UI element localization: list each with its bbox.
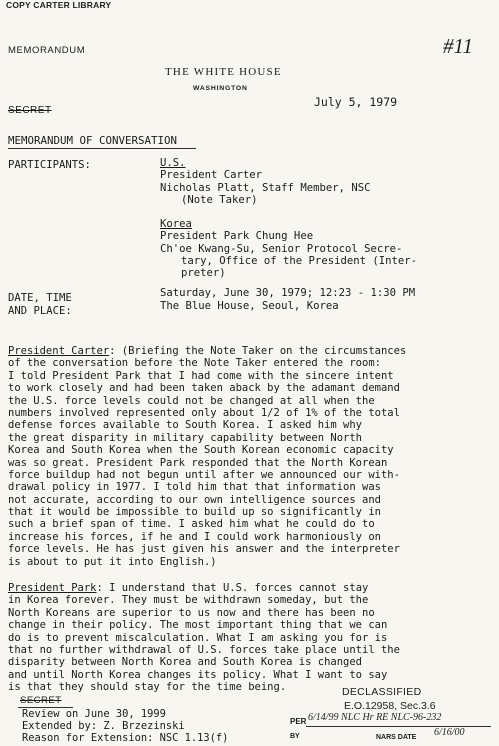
document-type-label: MEMORANDUM: [8, 45, 86, 56]
korea-participant: President Park Chung Hee: [160, 230, 314, 242]
declassified-per-handwriting: 6/14/99 NLC Hr RE NLC-96-232: [308, 712, 442, 723]
declassified-stamp-eo: E.O.12958, Sec.3.6: [344, 700, 436, 712]
review-line: Review on June 30, 1999: [22, 708, 166, 720]
declassified-nars-label: NARS DATE: [376, 734, 417, 741]
us-participant: President Carter: [160, 169, 263, 181]
park-line: in Korea forever. They must be withdrawn someday, but the: [8, 594, 369, 607]
park-line: that no further withdrawal of U.S. forces take place until the: [8, 643, 400, 656]
carter-line: not accurate, according to our own intelligence sources and: [8, 493, 381, 506]
carter-line: defense forces available to South Korea. I asked him why: [8, 419, 363, 432]
carter-line: drawal policy in 1977. I told him that that information was: [8, 481, 381, 494]
carter-line: to work closely and had been taken aback by the adamant demand: [8, 382, 400, 395]
park-line: and until North Korea changes its policy. What I want to say: [8, 668, 388, 681]
declassified-by-label: BY: [290, 733, 300, 740]
carter-line: force buildup had not begun until after we announced our with-: [8, 468, 400, 481]
carter-line: : (Briefing the Note Taker on the circumstances: [109, 345, 407, 357]
carter-line: is about to put it into English.): [8, 555, 217, 568]
handwritten-number: #11: [443, 34, 473, 58]
carter-speaker-name: President Carter: [8, 345, 110, 357]
us-participant: (Note Taker): [181, 194, 258, 206]
carter-line: such a brief span of time. I asked him what he could do to: [8, 518, 375, 531]
carter-line: increase his forces, if he and I could work harmoniously on: [8, 530, 381, 543]
park-statement: [8, 582, 400, 694]
carter-statement: [8, 345, 406, 568]
declassified-per-label: PER: [290, 717, 307, 726]
carter-line: I told President Park that I had come with the sincere intent: [8, 369, 394, 382]
korea-participant: preter): [181, 267, 226, 279]
park-line: disparity between North Korea and South Korea is changed: [8, 656, 363, 669]
park-line: : I understand that U.S. forces cannot stay: [96, 582, 369, 594]
us-participant: Nicholas Platt, Staff Member, NSC: [160, 182, 371, 194]
extended-by-line: Extended by: Z. Brzezinski: [22, 720, 185, 732]
memo-type-underline: [8, 148, 196, 149]
carter-line: Korea and South Korea when the South Korean economic capacity: [8, 444, 394, 457]
carter-line: the U.S. force levels could not be changed at all when the: [8, 394, 375, 407]
korea-participant: tary, Office of the President (Inter-: [181, 255, 417, 267]
carter-line: was so great. President Park responded that the North Korean: [8, 456, 388, 469]
white-house-header: THE WHITE HOUSE: [165, 66, 282, 78]
park-speaker-name: President Park: [8, 582, 97, 594]
carter-line: that it would be impossible to build up so significantly in: [8, 506, 381, 519]
carter-line: the great disparity in military capability between North: [8, 431, 363, 444]
carter-line: of the conversation before the Note Taker entered the room:: [8, 357, 381, 370]
korea-participant: Ch'oe Kwang-Su, Senior Protocol Secre-: [160, 243, 403, 255]
extension-reason-line: Reason for Extension: NSC 1.13(f): [22, 732, 229, 744]
participants-label: PARTICIPANTS:: [8, 159, 91, 171]
carter-line: numbers involved represented only about 1/2 of 1% of the total: [8, 406, 400, 419]
declassified-stamp-title: DECLASSIFIED: [342, 686, 422, 698]
carter-line-first: [8, 345, 406, 357]
place-label: AND PLACE:: [8, 305, 72, 317]
park-line: is that they should stay for the time being.: [8, 681, 287, 694]
memo-date: July 5, 1979: [314, 95, 398, 109]
declassified-date-handwriting: 6/16/00: [434, 727, 465, 738]
park-line: North Koreans are superior to us now and there has been no: [8, 606, 375, 619]
us-heading: U.S.: [160, 157, 186, 169]
footer-classification: SECRET: [20, 695, 62, 706]
korea-heading: Korea: [160, 218, 192, 230]
location-subheader: WASHINGTON: [193, 85, 248, 92]
park-line: change in their policy. The most important thing that we can: [8, 619, 388, 632]
park-line-first: [8, 582, 400, 594]
copy-library-stamp: COPY CARTER LIBRARY: [6, 0, 112, 10]
meeting-datetime: Saturday, June 30, 1979; 12:23 - 1:30 PM: [160, 287, 416, 299]
memo-type-heading: MEMORANDUM OF CONVERSATION: [8, 134, 178, 147]
classification-mark: SECRET: [8, 105, 52, 116]
park-line: do is to prevent miscalculation. What I am asking you for is: [8, 631, 388, 644]
meeting-place: The Blue House, Seoul, Korea: [160, 300, 339, 312]
datetime-label: DATE, TIME: [8, 292, 72, 304]
carter-line: force levels. He has just given his answer and the interpreter: [8, 543, 400, 556]
